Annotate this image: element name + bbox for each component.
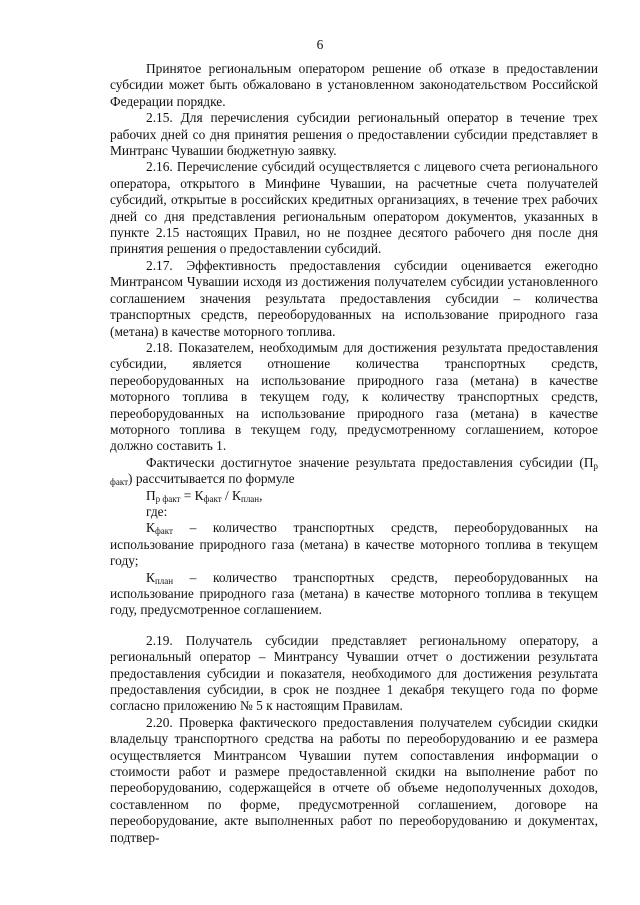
paragraph-2-17: 2.17. Эффективность предоставления субсидии оценивается ежегодно Минтрансом Чувашии исходя из достижения получателем субсидии установленного соглашением значения результата предоставления субсидии – количества транспортных средств, переоборудованных на использование природного газа (метана) в качестве моторного топлива. xyxy=(110,257,598,339)
paragraph-refusal-appeal: Принятое региональным оператором решение об отказе в предоставлении субсидии может быть обжаловано в установленном законодательством Российской Федерации порядке. xyxy=(110,61,598,109)
paragraph-2-16: 2.16. Перечисление субсидий осуществляется с лицевого счета регионального оператора, открытого в Минфине Чувашии, на расчетные счета получателей субсидий, открытые в российских кредитных организациях, в течение трех рабочих дней со дня представления региональным оператором документов, указанных в пункте 2.15 настоящих Правил, но не позднее десятого рабочего дня после дня принятия решения о предоставлении субсидий. xyxy=(110,159,598,257)
paragraph-2-20: 2.20. Проверка фактического предоставления получателем субсидии скидки владельцу транспортного средства на работы по переоборудованию и ее размера осуществляется Минтрансом Чувашии путем сопоставления информации о стоимости работ и размере предоставленной скидки на выполнение работ по переоборудованию, содержащейся в отчете об объеме недополученных доходов, составленном по форме, предусмотренной соглашением, договоре на переоборудование, акте выполненных работ по переоборудованию и документах, подтвер- xyxy=(110,714,598,845)
definition-k-fact xyxy=(110,520,598,569)
definition-k-plan xyxy=(110,570,598,619)
k-fact-subscript: факт xyxy=(154,526,173,537)
formula-lhs: П xyxy=(146,487,156,503)
where-label: где: xyxy=(146,503,168,519)
document-body xyxy=(110,61,598,846)
k-fact-symbol: К xyxy=(146,520,155,536)
paragraph-2-19: 2.19. Получатель субсидии представляет региональному оператору, а региональный оператор – Минтрансу Чувашии отчет о достижении результата предоставления субсидии и показателя, необходимого для достижения результата предоставления субсидии, в срок не позднее 1 декабря текущего года по форме согласно приложению № 5 к настоящим Правилам. xyxy=(110,632,598,714)
fact-subscript: р факт xyxy=(110,460,598,488)
k-plan-symbol: К xyxy=(146,569,155,585)
paragraph-fact-value xyxy=(110,455,598,488)
formula-eq: = К xyxy=(180,487,204,503)
formula-div: / К xyxy=(221,487,241,503)
k-plan-subscript: план xyxy=(154,575,174,586)
k-fact-text: – количество транспортных средств, переоборудованных на использование природного газа (метана) в качестве моторного топлива в текущем году; xyxy=(110,520,598,569)
formula-lhs-sub: р факт xyxy=(155,493,181,504)
k-plan-text: – количество транспортных средств, переоборудованных на использование природного газа (метана) в качестве моторного топлива в текущем году, предусмотренное соглашением. xyxy=(110,569,598,618)
formula xyxy=(110,488,598,504)
paragraph-2-15: 2.15. Для перечисления субсидии региональный оператор в течение трех рабочих дней со дня принятия решения о предоставлении субсидии представляет в Минтранс Чувашии бюджетную заявку. xyxy=(110,110,598,159)
formula-end: , xyxy=(259,487,263,503)
formula-k-plan-sub: план xyxy=(241,493,260,504)
formula-k-fact-sub: факт xyxy=(203,493,222,504)
fact-tail-text: ) рассчитывается по формуле xyxy=(128,471,295,487)
paragraph-2-18: 2.18. Показателем, необходимым для достижения результата предоставления субсидии, является отношение количества транспортных средств, переоборудованных на использование природного газа (метана) в качестве моторного топлива в текущем году, к количеству транспортных средств, переоборудованных на использование природного газа (метана) в качестве моторного топлива в текущем году, предусмотренному соглашением, которое должно составить 1. xyxy=(110,339,598,454)
fact-lead-text: Фактически достигнутое значение результата предоставления субсидии (П xyxy=(146,454,594,470)
page-number: 6 xyxy=(316,37,324,52)
